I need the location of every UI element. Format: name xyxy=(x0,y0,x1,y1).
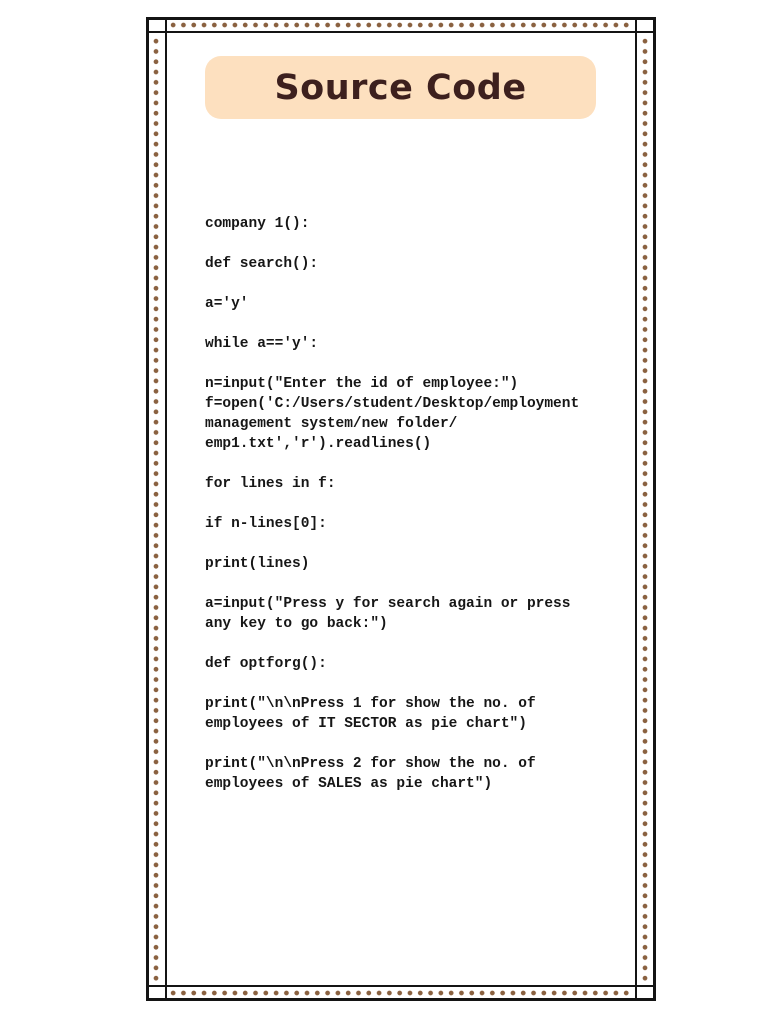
frame-inner-left-line xyxy=(165,20,167,998)
code-block xyxy=(205,554,630,574)
code-line: def search(): xyxy=(205,256,319,272)
code-block xyxy=(205,374,630,454)
code-block xyxy=(205,334,630,354)
code-block xyxy=(205,294,630,314)
dotted-border-left xyxy=(152,36,160,982)
code-line: for lines in f: xyxy=(205,476,336,492)
code-block xyxy=(205,694,630,734)
code-block xyxy=(205,594,630,634)
dotted-border-top xyxy=(168,21,632,29)
code-line: print("\n\nPress 1 for show the no. of xyxy=(205,696,536,712)
code-line: management system/new folder/ xyxy=(205,416,458,432)
dotted-border-bottom xyxy=(168,989,632,997)
code-block xyxy=(205,254,630,274)
code-line: employees of SALES as pie chart") xyxy=(205,776,493,792)
code-line: company 1(): xyxy=(205,216,310,232)
code-block xyxy=(205,214,630,234)
code-line: print(lines) xyxy=(205,556,310,572)
code-line: a='y' xyxy=(205,296,249,312)
code-line: f=open('C:/Users/student/Desktop/employment xyxy=(205,396,580,412)
code-line: emp1.txt','r').readlines() xyxy=(205,436,432,452)
code-line: if n-lines[0]: xyxy=(205,516,327,532)
code-line: any key to go back:") xyxy=(205,616,388,632)
frame-inner-right-line xyxy=(635,20,637,998)
frame-inner-top-line xyxy=(149,31,653,33)
frame-inner-bottom-line xyxy=(149,985,653,987)
source-code-listing xyxy=(205,214,630,814)
code-line: a=input("Press y for search again or press xyxy=(205,596,571,612)
code-block xyxy=(205,514,630,534)
code-line: while a=='y': xyxy=(205,336,319,352)
code-line: n=input("Enter the id of employee:") xyxy=(205,376,519,392)
page-title: Source Code xyxy=(274,67,527,108)
code-line: print("\n\nPress 2 for show the no. of xyxy=(205,756,536,772)
code-block xyxy=(205,474,630,494)
code-block xyxy=(205,754,630,794)
title-banner xyxy=(205,56,596,119)
dotted-border-right xyxy=(641,36,649,982)
code-block xyxy=(205,654,630,674)
code-line: employees of IT SECTOR as pie chart") xyxy=(205,716,527,732)
code-line: def optforg(): xyxy=(205,656,327,672)
